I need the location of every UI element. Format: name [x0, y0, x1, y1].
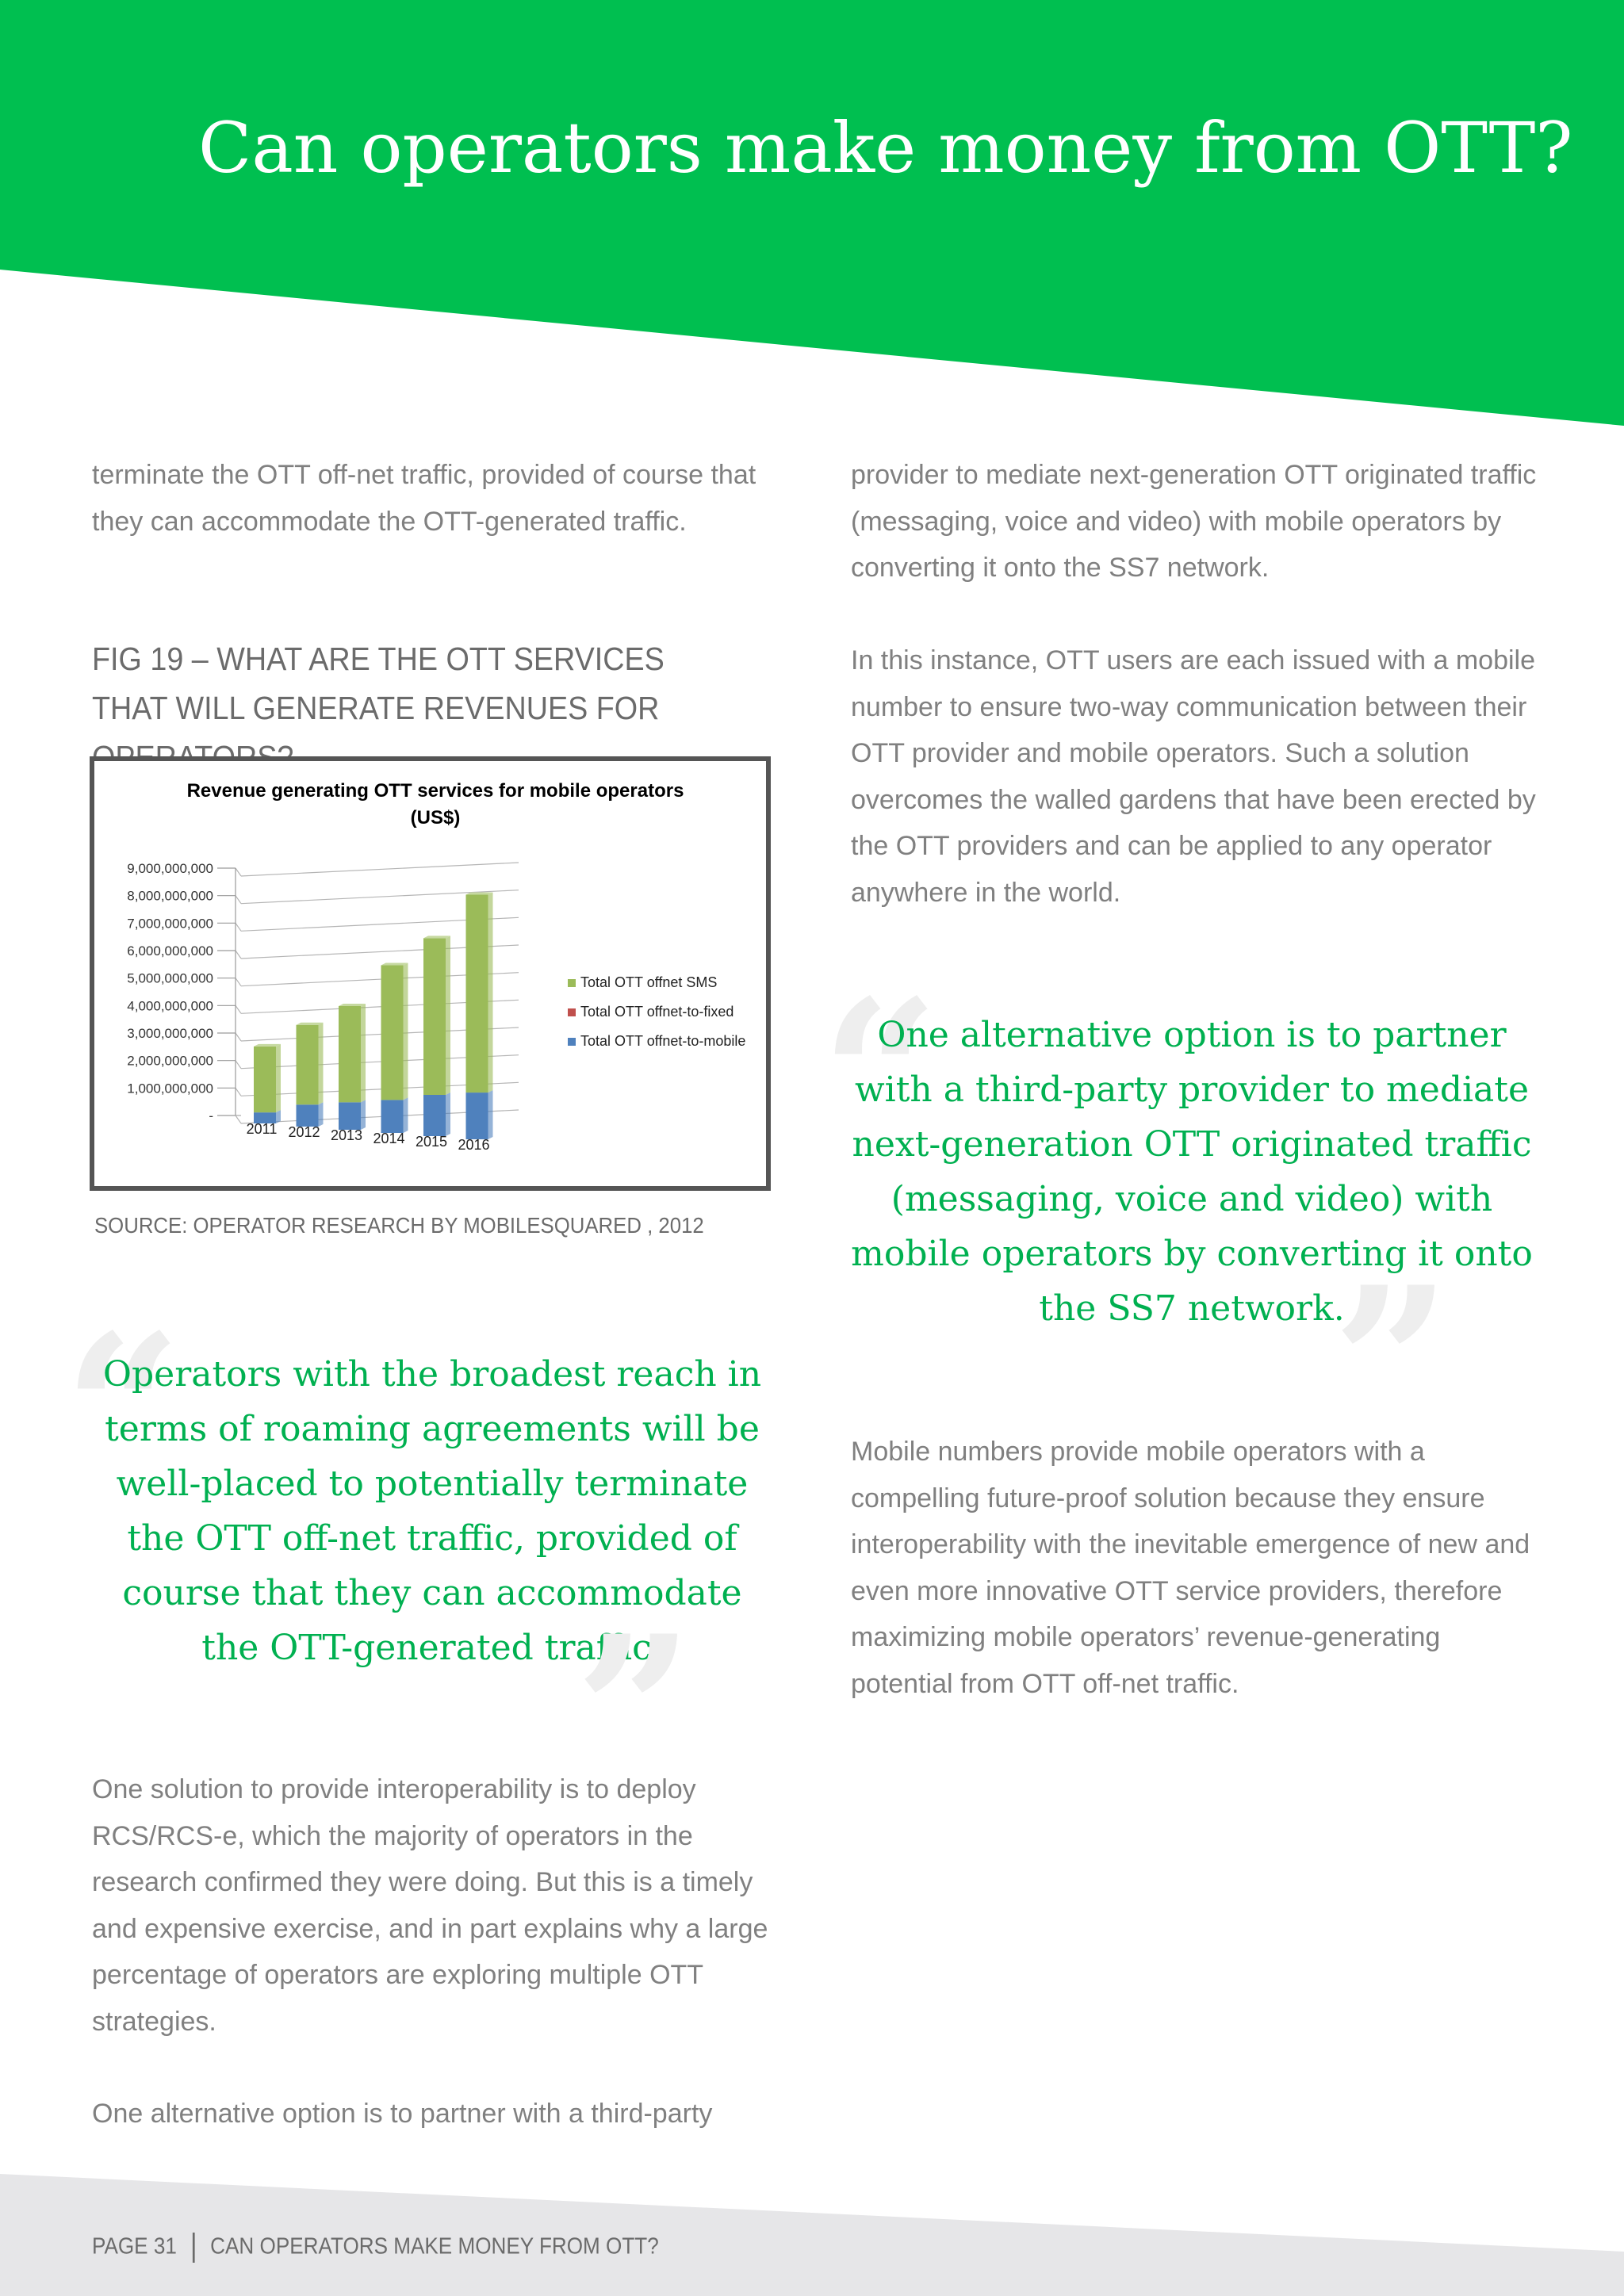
bar-side: [446, 936, 450, 1095]
gridline-diagonal: [236, 1005, 241, 1013]
left-pull-quote: Operators with the broadest reach in terms of roaming agreements will be well-placed to potentially terminate the OTT off-net traffic, provided of course that they can accommodate the OTT-generated traffic.: [102, 1354, 762, 1668]
y-tick-label: 8,000,000,000: [127, 888, 213, 904]
x-tick-label: 2016: [458, 1137, 490, 1153]
chart-subtitle: (US$): [410, 807, 461, 828]
bar-total-ott-offnet-to-mobile-2012: [297, 1104, 319, 1127]
bar-side: [404, 1097, 408, 1133]
gridline-diagonal: [236, 868, 241, 876]
close-quote-icon: ”: [575, 1591, 694, 1833]
figure-source: SOURCE: OPERATOR RESEARCH BY MOBILESQUARED , 2012: [94, 1213, 704, 1238]
header-green-band: [0, 0, 1624, 426]
y-tick-label: -: [209, 1108, 213, 1123]
gridline-diagonal: [236, 978, 241, 986]
bar-total-ott-offnet-sms-2011: [254, 1047, 276, 1112]
right-paragraph-instance: In this instance, OTT users are each issued with a mobile number to ensure two-way communication between their OTT provider and mobile operators. Such a solution overcomes the walled gardens that have been erected by the OTT providers and can be applied to any operator anywhere in the world.: [851, 645, 1536, 908]
chart-x-axis: [247, 1121, 490, 1153]
x-tick-label: 2015: [415, 1134, 448, 1150]
bar-side: [488, 1090, 493, 1139]
x-tick-label: 2014: [373, 1131, 405, 1146]
gridline-diagonal: [236, 923, 241, 931]
footer-divider: [193, 2233, 195, 2263]
bar-side: [404, 963, 408, 1100]
legend-swatch: [568, 979, 576, 987]
legend-swatch: [568, 1038, 576, 1046]
gridline: [241, 863, 519, 876]
bar-side: [446, 1093, 450, 1136]
right-pull-quote: One alternative option is to partner with a third-party provider to mediate next-generation OTT originated traffic (messaging, voice and video) with mobile operators by converting it onto the SS7 network.: [851, 1015, 1533, 1329]
chart-y-axis: [127, 861, 213, 1123]
bar-side: [276, 1044, 281, 1112]
header-banner: [0, 0, 1624, 428]
legend-label: Total OTT offnet-to-mobile: [580, 1033, 746, 1049]
footer-section-title: CAN OPERATORS MAKE MONEY FROM OTT?: [210, 2233, 659, 2260]
bar-total-ott-offnet-to-mobile-2014: [381, 1100, 404, 1133]
legend-label: Total OTT offnet SMS: [580, 974, 718, 990]
gridline-diagonal: [236, 1088, 241, 1096]
right-paragraph-top: provider to mediate next-generation OTT originated traffic (messaging, voice and video) with mobile operators by converting it onto the SS7 network.: [851, 460, 1537, 583]
left-paragraph-alternative: One alternative option is to partner with a third-party: [92, 2099, 713, 2129]
bar-side: [361, 1100, 366, 1130]
x-tick-label: 2012: [288, 1124, 320, 1140]
legend-swatch: [568, 1008, 576, 1016]
bar-total-ott-offnet-to-mobile-2015: [423, 1095, 446, 1136]
bar-side: [319, 1023, 324, 1105]
bar-total-ott-offnet-sms-2013: [339, 1006, 361, 1102]
gridline-diagonal: [236, 1061, 241, 1069]
footer-band: [0, 2164, 1624, 2296]
page-number: PAGE 31: [92, 2233, 177, 2260]
bar-total-ott-offnet-sms-2014: [381, 966, 404, 1100]
gridline-diagonal: [236, 951, 241, 959]
figure-heading: FIG 19 – WHAT ARE THE OTT SERVICES THAT WILL GENERATE REVENUES FOR: [92, 641, 665, 726]
page-title: Can operators make money from OTT?: [198, 107, 1573, 189]
y-tick-label: 4,000,000,000: [127, 998, 213, 1014]
close-quote-icon: ”: [1332, 1242, 1451, 1484]
gridline-diagonal: [236, 1033, 241, 1041]
bar-side: [319, 1102, 324, 1127]
y-tick-label: 5,000,000,000: [127, 970, 213, 986]
gridline-diagonal: [236, 1115, 241, 1123]
left-paragraph-rcs: One solution to provide interoperability is to deploy RCS/RCS-e, which the majority of operators in the research confirmed they were doing. But this is a timely and expensive exercise, and in part explains why a large percentage of operators are exploring multiple OTT strategies.: [92, 1774, 768, 2037]
gridline-diagonal: [236, 896, 241, 904]
bar-total-ott-offnet-sms-2015: [423, 938, 446, 1095]
chart-legend: [568, 974, 745, 1049]
y-tick-label: 7,000,000,000: [127, 916, 213, 932]
revenue-chart-svg: [94, 761, 766, 1186]
left-paragraph-top: terminate the OTT off-net traffic, provided of course that they can accommodate the OTT-generated traffic.: [92, 460, 756, 537]
x-tick-label: 2011: [246, 1121, 278, 1137]
legend-label: Total OTT offnet-to-fixed: [580, 1004, 734, 1020]
bar-total-ott-offnet-sms-2016: [466, 894, 488, 1093]
x-tick-label: 2013: [330, 1127, 363, 1143]
bar-side: [361, 1004, 366, 1102]
y-tick-label: 3,000,000,000: [127, 1026, 213, 1041]
bar-total-ott-offnet-to-mobile-2016: [466, 1093, 488, 1139]
page-footer: [92, 2233, 659, 2263]
y-tick-label: 9,000,000,000: [127, 861, 213, 876]
revenue-chart: [90, 756, 771, 1191]
open-quote-icon: “: [63, 1290, 182, 1532]
bar-total-ott-offnet-sms-2012: [297, 1025, 319, 1105]
right-paragraph-numbers: Mobile numbers provide mobile operators with a compelling future-proof solution because they ensure interoperability with the inevitable emergence of new and even more innovative OTT service providers, therefore maximizing mobile operators’ revenue-generating potential from OTT off-net traffic.: [851, 1437, 1530, 1699]
bar-total-ott-offnet-to-mobile-2013: [339, 1102, 361, 1130]
open-quote-icon: “: [821, 955, 940, 1197]
bar-side: [488, 892, 493, 1093]
chart-bars: [254, 892, 493, 1139]
y-tick-label: 6,000,000,000: [127, 943, 213, 959]
y-tick-label: 2,000,000,000: [127, 1053, 213, 1069]
y-tick-label: 1,000,000,000: [127, 1081, 213, 1096]
chart-title: Revenue generating OTT services for mobile operators: [186, 780, 684, 802]
